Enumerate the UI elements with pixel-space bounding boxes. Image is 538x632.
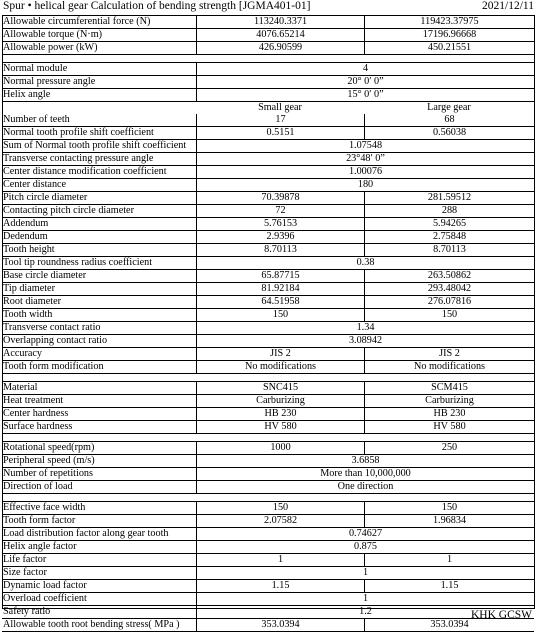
shared-value: One direction [196,481,534,493]
row-label: Surface hardness [3,421,73,432]
table-row [2,153,534,166]
row-label: Effective face width [3,502,86,513]
table-row [2,593,534,606]
table-row [2,102,534,114]
large-gear-value: 250 [364,442,534,454]
row-label: Pitch circle diameter [3,192,88,203]
row-label: Direction of load [3,481,73,492]
row-label: Rotational speed(rpm) [3,442,95,453]
table-section [2,442,534,494]
table-row [2,166,534,179]
row-label: Contacting pitch circle diameter [3,205,134,216]
table-section [2,502,534,632]
large-gear-value: 119423.37975 [364,16,534,28]
table-row [2,42,534,55]
large-gear-value: HV 580 [364,421,534,433]
section-gap [2,55,534,63]
table-row [2,76,534,89]
row-label: Allowable torque (N·m) [3,29,103,40]
small-gear-value: SNC415 [196,382,364,394]
large-gear-value: 5.94265 [364,218,534,230]
large-gear-value: 68 [364,114,534,126]
table-row [2,16,534,29]
table-section [2,63,534,374]
table-row [2,528,534,541]
large-gear-value: 293.48042 [364,283,534,295]
small-gear-value: Carburizing [196,395,364,407]
small-gear-value: 8.70113 [196,244,364,256]
row-label: Tooth width [3,309,53,320]
row-label: Transverse contacting pressure angle [3,153,154,164]
small-gear-value: 1 [196,554,364,566]
row-label: Overlapping contact ratio [3,335,108,346]
small-gear-value: 426.90599 [196,42,364,54]
row-label: Transverse contact ratio [3,322,101,333]
report-title: Spur • helical gear Calculation of bending strength [JGMA401-01] [3,0,311,12]
table-row [2,580,534,593]
table-row [2,395,534,408]
row-label: Size factor [3,567,47,578]
shared-value: 1 [196,567,534,579]
table-row [2,515,534,528]
table-row [2,335,534,348]
table-row [2,283,534,296]
shared-value: 15° 0′ 0” [196,89,534,101]
table-row [2,179,534,192]
large-gear-value: 2.75848 [364,231,534,243]
row-label: Root diameter [3,296,61,307]
table-row [2,455,534,468]
large-gear-value: Large gear [427,102,471,113]
small-gear-value: 1.15 [196,580,364,592]
row-label: Tool tip roundness radius coefficient [3,257,153,268]
row-label: Center distance modification coefficient [3,166,167,177]
large-gear-value: Carburizing [364,395,534,407]
row-label: Allowable power (kW) [3,42,98,53]
shared-value: 1.2 [196,606,534,618]
small-gear-value: 1000 [196,442,364,454]
table-row [2,408,534,421]
small-gear-value: HV 580 [196,421,364,433]
table-row [2,29,534,42]
large-gear-value: 8.70113 [364,244,534,256]
table-row [2,244,534,257]
row-label: Center distance [3,179,67,190]
row-label: Helix angle factor [3,541,77,552]
small-gear-value: 150 [196,502,364,514]
row-label: Dynamic load factor [3,580,87,591]
row-label: Allowable circumferential force (N) [3,16,151,27]
large-gear-value: JIS 2 [364,348,534,360]
shared-value: 1 [196,593,534,605]
shared-value: 20° 0′ 0” [196,76,534,88]
row-label: Peripheral speed (m/s) [3,455,95,466]
large-gear-value: 17196.96668 [364,29,534,41]
table-section [2,16,534,55]
row-label: Normal pressure angle [3,76,96,87]
shared-value: 23°48′ 0” [196,153,534,165]
table-row [2,322,534,335]
row-label: Tooth form factor [3,515,76,526]
table-section [2,382,534,434]
row-label: Safety ratio [3,606,51,617]
large-gear-value: HB 230 [364,408,534,420]
row-label: Heat treatment [3,395,64,406]
row-label: Addendum [3,218,49,229]
table-row [2,348,534,361]
shared-value: 0.74627 [196,528,534,540]
row-label: Dedendum [3,231,48,242]
small-gear-value: 81.92184 [196,283,364,295]
shared-value: 4 [196,63,534,75]
large-gear-value: No modifications [364,361,534,373]
section-gap [2,434,534,442]
table-row [2,309,534,322]
small-gear-value: 4076.65214 [196,29,364,41]
shared-value: 1.00076 [196,166,534,178]
shared-value: 1.34 [196,322,534,334]
small-gear-value: 17 [196,114,364,126]
large-gear-value: SCM415 [364,382,534,394]
small-gear-value: 72 [196,205,364,217]
table-row [2,606,534,619]
small-gear-value: 70.39878 [196,192,364,204]
report-date: 2021/12/11 [482,0,534,12]
table-row [2,567,534,580]
row-label: Center hardness [3,408,69,419]
shared-value: 0.38 [196,257,534,269]
table-row [2,63,534,76]
large-gear-value: 288 [364,205,534,217]
table-row [2,114,534,127]
table-row [2,554,534,567]
table-row [2,481,534,494]
row-label: Tooth height [3,244,55,255]
large-gear-value: 281.59512 [364,192,534,204]
table-row [2,218,534,231]
table-row [2,468,534,481]
row-label: Sum of Normal tooth profile shift coefficient [3,140,187,151]
table-row [2,421,534,434]
footer-brand: KHK GCSW [470,609,532,621]
table-row [2,205,534,218]
small-gear-value: 2.07582 [196,515,364,527]
small-gear-value: Small gear [258,102,302,113]
small-gear-value: 5.76153 [196,218,364,230]
large-gear-value: 353.0394 [364,619,534,631]
shared-value: 3.6858 [196,455,534,467]
shared-value: 0.875 [196,541,534,553]
row-label: Number of repetitions [3,468,93,479]
table-row [2,502,534,515]
small-gear-value: 65.87715 [196,270,364,282]
large-gear-value: 1.15 [364,580,534,592]
row-label: Life factor [3,554,47,565]
table-row [2,127,534,140]
row-label: Helix angle [3,89,51,100]
row-label: Tip diameter [3,283,55,294]
table-row [2,140,534,153]
shared-value: 3.08942 [196,335,534,347]
large-gear-value: 263.50862 [364,270,534,282]
section-gap [2,374,534,382]
small-gear-value: 64.51958 [196,296,364,308]
small-gear-value: HB 230 [196,408,364,420]
shared-value: More than 10,000,000 [196,468,534,480]
small-gear-value: 0.5151 [196,127,364,139]
row-label: Number of teeth [3,114,70,125]
row-label: Accuracy [3,348,43,359]
large-gear-value: 150 [364,502,534,514]
large-gear-value: 1 [364,554,534,566]
small-gear-value: No modifications [196,361,364,373]
row-label: Allowable tooth root bending stress( MPa ) [3,619,180,630]
row-label [2,102,196,114]
table-row [2,257,534,270]
table-row [2,296,534,309]
table-row [2,270,534,283]
small-gear-value: 2.9396 [196,231,364,243]
row-label: Base circle diameter [3,270,87,281]
row-label: Normal module [3,63,68,74]
shared-value: 1.07548 [196,140,534,152]
row-label: Normal tooth profile shift coefficient [3,127,154,138]
table-row [2,192,534,205]
row-label: Material [3,382,38,393]
large-gear-value: 0.56038 [364,127,534,139]
table-row [2,361,534,374]
row-label: Load distribution factor along gear tooth [3,528,169,539]
table-row [2,442,534,455]
small-gear-value: 113240.3371 [196,16,364,28]
large-gear-value: 150 [364,309,534,321]
table-row [2,231,534,244]
large-gear-value: 276.07816 [364,296,534,308]
section-gap [2,494,534,502]
row-label: Tooth form modification [3,361,104,372]
table-row [2,382,534,395]
small-gear-value: JIS 2 [196,348,364,360]
row-label: Overload coefficient [3,593,87,604]
table-row [2,541,534,554]
large-gear-value: 1.96834 [364,515,534,527]
large-gear-value: 450.21551 [364,42,534,54]
table-row [2,89,534,102]
shared-value: 180 [196,179,534,191]
small-gear-value: 150 [196,309,364,321]
calculation-table [2,15,534,632]
small-gear-value: 353.0394 [196,619,364,631]
